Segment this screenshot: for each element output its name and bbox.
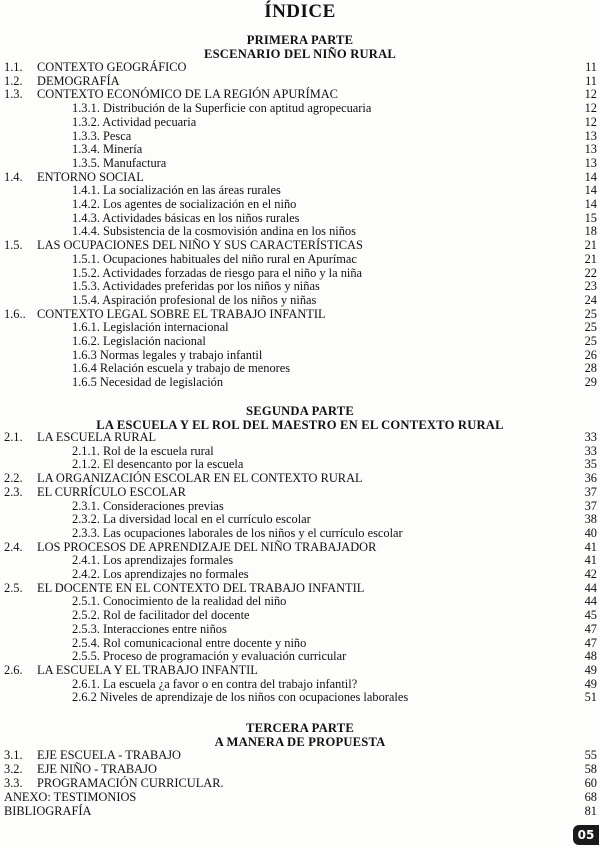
entry-title: 1.4.1. La socialización en las áreas rurales [72, 183, 281, 198]
toc-entry[interactable] [0, 777, 600, 791]
toc-entry[interactable] [0, 664, 600, 678]
entry-title: 1.4.4. Subsistencia de la cosmovisión andina en los niños [72, 224, 356, 239]
entry-title: 1.6.3 Normas legales y trabajo infantil [72, 347, 263, 362]
entry-page: 40 [584, 525, 597, 540]
entry-title: LAS OCUPACIONES DEL NIÑO Y SUS CARACTERÍSTICAS [37, 238, 363, 253]
entry-page: 45 [584, 608, 597, 623]
entry-page: 26 [584, 347, 597, 362]
toc-entry[interactable] [0, 61, 600, 75]
entry-title: 1.4.2. Los agentes de socialización en el niño [72, 197, 297, 211]
part-heading: TERCERA PARTE [246, 721, 354, 735]
entry-page: 58 [584, 762, 597, 776]
entry-page: 22 [584, 265, 597, 280]
entry-number: 3.2. [4, 762, 23, 776]
toc-entry[interactable] [0, 763, 600, 777]
toc-subentry[interactable] [0, 568, 600, 582]
entry-title: ENTORNO SOCIAL [37, 169, 144, 184]
entry-page: 14 [584, 169, 597, 184]
entry-page: 51 [584, 690, 597, 705]
entry-number: 1.4. [4, 169, 23, 184]
entry-number: 1.1. [4, 60, 23, 74]
entry-page: 21 [584, 251, 597, 266]
toc-entry[interactable] [0, 805, 600, 819]
entry-page: 44 [584, 594, 597, 609]
entry-title: EJE NIÑO - TRABAJO [37, 762, 157, 776]
entry-title: LA ESCUELA Y EL TRABAJO INFANTIL [37, 662, 258, 677]
entry-page: 11 [585, 73, 597, 88]
toc-entry[interactable] [0, 749, 600, 763]
toc-subentry[interactable] [0, 253, 600, 267]
toc-entry[interactable] [0, 431, 600, 445]
entry-page: 25 [584, 334, 597, 348]
part-heading: PRIMERA PARTE [246, 33, 354, 47]
entry-title: 2.5.1. Conocimiento de la realidad del niño [72, 594, 287, 609]
page-title: ÍNDICE [264, 1, 336, 22]
entry-title: LA ORGANIZACIÓN ESCOLAR EN EL CONTEXTO RURAL [37, 471, 363, 486]
entry-page: 38 [584, 512, 597, 527]
entry-page: 13 [584, 128, 597, 143]
entry-page: 42 [584, 567, 597, 581]
entry-page: 15 [584, 210, 597, 225]
entry-title: 2.3.1. Consideraciones previas [72, 498, 224, 513]
entry-page: 37 [584, 498, 597, 513]
toc-subentry[interactable] [0, 376, 600, 390]
entry-title: 1.3.1. Distribución de la Superficie con aptitud agropecuaria [72, 101, 372, 116]
entry-number: 3.3. [4, 776, 23, 790]
page-number-badge: 05 [573, 825, 599, 845]
toc-subentry[interactable] [0, 143, 600, 157]
entry-page: 12 [584, 87, 597, 102]
entry-title: 1.3.3. Pesca [72, 128, 132, 143]
entry-number: 2.5. [4, 580, 23, 595]
toc-subentry[interactable] [0, 335, 600, 349]
entry-title: ANEXO: TESTIMONIOS [4, 790, 137, 804]
entry-title: DEMOGRAFÍA [37, 73, 120, 88]
entry-title: 1.3.2. Actividad pecuaria [72, 114, 197, 129]
entry-title: LOS PROCESOS DE APRENDIZAJE DEL NIÑO TRABAJADOR [37, 539, 377, 554]
part-subtitle: LA ESCUELA Y EL ROL DEL MAESTRO EN EL CONTEXTO RURAL [96, 418, 504, 432]
entry-page: 48 [584, 649, 597, 664]
entry-page: 13 [584, 155, 597, 170]
entry-title: PROGRAMACIÓN CURRICULAR. [37, 776, 224, 790]
entry-page: 12 [584, 114, 597, 129]
toc-subentry[interactable] [0, 116, 600, 130]
entry-title: 2.4.1. Los aprendizajes formales [72, 553, 234, 568]
entry-page: 14 [584, 183, 597, 198]
entry-page: 29 [584, 375, 597, 390]
entry-page: 49 [584, 676, 597, 691]
entry-page: 68 [584, 790, 597, 804]
entry-page: 47 [584, 635, 597, 650]
entry-page: 11 [585, 60, 597, 74]
entry-number: 2.2. [4, 471, 23, 486]
entry-page: 47 [584, 621, 597, 636]
entry-title: 1.3.5. Manufactura [72, 155, 167, 170]
entry-title: 1.3.4. Minería [72, 142, 143, 157]
entry-page: 33 [584, 443, 597, 458]
toc-subentry[interactable] [0, 157, 600, 171]
entry-number: 1.5. [4, 238, 23, 253]
entry-page: 81 [584, 804, 597, 818]
entry-title: 2.5.2. Rol de facilitador del docente [72, 608, 250, 623]
entry-title: EJE ESCUELA - TRABAJO [37, 748, 181, 762]
entry-number: 2.6. [4, 662, 23, 677]
entry-page: 14 [584, 197, 597, 211]
entry-title: EL DOCENTE EN EL CONTEXTO DEL TRABAJO INFANTIL [37, 580, 365, 595]
entry-page: 21 [584, 238, 597, 253]
entry-title: 2.5.5. Proceso de programación y evaluación curricular [72, 649, 347, 664]
entry-title: 1.5.2. Actividades forzadas de riesgo para el niño y la niña [72, 265, 363, 280]
entry-title: 2.6.2 Niveles de aprendizaje de los niños con ocupaciones laborales [72, 690, 409, 705]
entry-page: 13 [584, 142, 597, 157]
entry-title: 1.6.2. Legislación nacional [72, 334, 206, 348]
toc-entry[interactable] [0, 791, 600, 805]
entry-page: 41 [584, 553, 597, 568]
entry-title: CONTEXTO LEGAL SOBRE EL TRABAJO INFANTIL [37, 306, 326, 321]
entry-title: 2.5.4. Rol comunicacional entre docente y niño [72, 635, 307, 650]
entry-title: 2.5.3. Interacciones entre niños [72, 621, 227, 636]
entry-page: 37 [584, 484, 597, 499]
entry-page: 33 [584, 430, 597, 444]
entry-page: 25 [584, 306, 597, 321]
entry-title: 2.3.3. Las ocupaciones laborales de los niños y el currículo escolar [72, 525, 403, 540]
toc-entry[interactable] [0, 472, 600, 486]
entry-title: BIBLIOGRAFÍA [4, 804, 92, 818]
entry-title: 1.4.3. Actividades básicas en los niños rurales [72, 210, 300, 225]
entry-title: 1.5.3. Actividades preferidas por los niños y niñas [72, 279, 320, 294]
entry-title: 2.3.2. La diversidad local en el currículo escolar [72, 512, 311, 527]
entry-page: 60 [584, 776, 597, 790]
entry-title: 2.1.2. El desencanto por la escuela [72, 457, 244, 472]
entry-number: 2.3. [4, 484, 23, 499]
entry-title: 1.6.1. Legislación internacional [72, 320, 229, 335]
toc-subentry[interactable] [0, 623, 600, 637]
entry-page: 49 [584, 662, 597, 677]
entry-title: CONTEXTO ECONÓMICO DE LA REGIÓN APURÍMAC [37, 87, 338, 102]
entry-title: CONTEXTO GEOGRÁFICO [37, 60, 187, 74]
entry-number: 1.2. [4, 73, 23, 88]
toc-subentry[interactable] [0, 527, 600, 541]
entry-title: 1.6.5 Necesidad de legislación [72, 375, 224, 390]
entry-number: 2.4. [4, 539, 23, 554]
entry-page: 23 [584, 279, 597, 294]
toc-subentry[interactable] [0, 280, 600, 294]
entry-page: 18 [584, 224, 597, 239]
entry-page: 25 [584, 320, 597, 335]
entry-title: 1.5.1. Ocupaciones habituales del niño rural en Apurímac [72, 251, 357, 266]
toc-subentry[interactable] [0, 102, 600, 116]
entry-page: 36 [584, 471, 597, 486]
toc-subentry[interactable] [0, 609, 600, 623]
toc-subentry[interactable] [0, 198, 600, 212]
part-heading: SEGUNDA PARTE [246, 404, 354, 418]
entry-page: 41 [584, 539, 597, 554]
entry-title: 1.6.4 Relación escuela y trabajo de menores [72, 361, 291, 376]
toc-entry[interactable] [0, 239, 600, 253]
entry-page: 24 [584, 292, 597, 307]
toc-subentry[interactable] [0, 513, 600, 527]
toc-subentry[interactable] [0, 650, 600, 664]
entry-title: 2.4.2. Los aprendizajes no formales [72, 567, 249, 581]
toc-subentry[interactable] [0, 294, 600, 308]
entry-number: 3.1. [4, 748, 23, 762]
entry-number: 1.3. [4, 87, 23, 102]
entry-title: EL CURRÍCULO ESCOLAR [37, 484, 186, 499]
entry-page: 12 [584, 101, 597, 116]
entry-page: 28 [584, 361, 597, 376]
entry-number: 1.6.. [4, 306, 26, 321]
part-subtitle: ESCENARIO DEL NIÑO RURAL [204, 47, 396, 61]
toc-entry[interactable] [0, 486, 600, 500]
entry-page: 55 [584, 748, 597, 762]
entry-page: 35 [584, 457, 597, 472]
entry-title: LA ESCUELA RURAL [37, 430, 157, 444]
entry-title: 2.1.1. Rol de la escuela rural [72, 443, 214, 458]
entry-page: 44 [584, 580, 597, 595]
part-subtitle: A MANERA DE PROPUESTA [214, 735, 386, 749]
toc-subentry[interactable] [0, 691, 600, 705]
entry-title: 2.6.1. La escuela ¿a favor o en contra del trabajo infantil? [72, 676, 358, 691]
entry-number: 2.1. [4, 430, 23, 444]
entry-title: 1.5.4. Aspiración profesional de los niños y niñas [72, 292, 317, 307]
